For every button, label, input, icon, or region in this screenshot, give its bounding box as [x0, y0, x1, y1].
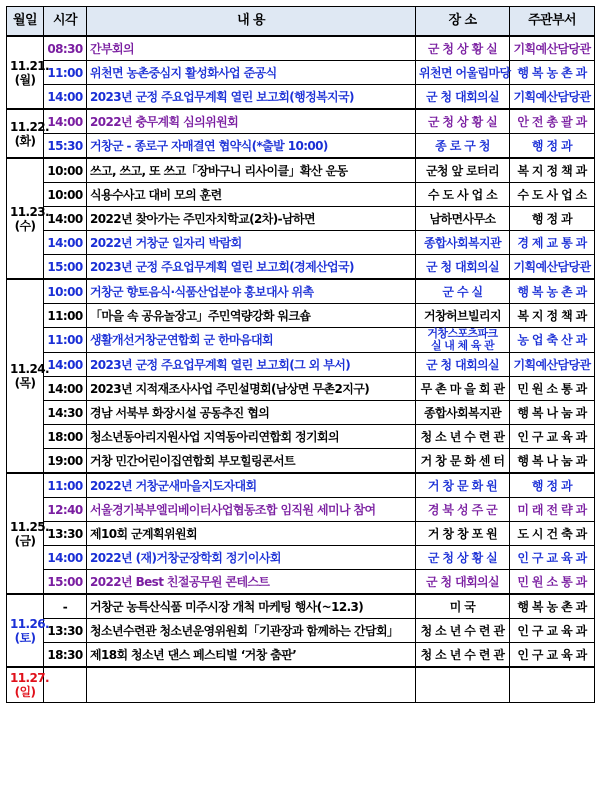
weekday-text: (수): [14, 218, 36, 233]
department-cell: 민 원 소 통 과: [510, 377, 595, 401]
place-cell: 경 북 성 주 군: [416, 498, 510, 522]
department-cell: 농 업 축 산 과: [510, 328, 595, 353]
schedule-row: [7, 36, 595, 61]
time-cell: 13:30: [44, 522, 87, 546]
event-content-cell: 거창군 향토음식·식품산업분야 홍보대사 위촉: [87, 279, 416, 304]
date-text: 11.23.: [10, 204, 49, 219]
schedule-row: [7, 134, 595, 159]
schedule-row: [7, 328, 595, 353]
schedule-row: [7, 667, 595, 703]
weekday-text: (금): [14, 533, 36, 548]
event-content-cell: 청소년수련관 청소년운영위원회「기관장과 함께하는 간담회」: [87, 619, 416, 643]
department-cell: 행 복 농 촌 과: [510, 61, 595, 85]
schedule-row: [7, 425, 595, 449]
event-content-cell: 거창군 - 종로구 자매결연 협약식(*출발 10:00): [87, 134, 416, 159]
department-cell: 미 래 전 략 과: [510, 498, 595, 522]
place-cell: 수 도 사 업 소: [416, 183, 510, 207]
time-cell: 15:00: [44, 255, 87, 280]
schedule-row: [7, 546, 595, 570]
time-cell: 15:00: [44, 570, 87, 595]
place-cell: 군 청 대회의실: [416, 353, 510, 377]
event-content-cell: [87, 667, 416, 703]
event-content-cell: 거창군 농특산식품 미주시장 개척 마케팅 행사(~12.3): [87, 594, 416, 619]
weekday-text: (화): [14, 133, 36, 148]
time-cell: 14:00: [44, 109, 87, 134]
event-content-cell: 2023년 군정 주요업무계획 열린 보고회(그 외 부서): [87, 353, 416, 377]
schedule-row: [7, 643, 595, 668]
weekday-text: (일): [14, 685, 36, 699]
header-place: 장 소: [416, 7, 510, 37]
schedule-row: [7, 109, 595, 134]
place-cell: 군 청 상 황 실: [416, 109, 510, 134]
department-cell: 기획예산담당관: [510, 353, 595, 377]
place-cell: 군 청 상 황 실: [416, 546, 510, 570]
department-cell: 도 시 건 축 과: [510, 522, 595, 546]
event-content-cell: 거창 민간어린이집연합회 부모힐링콘서트: [87, 449, 416, 474]
time-cell: 14:00: [44, 377, 87, 401]
event-content-cell: 제18회 청소년 댄스 페스티벌 ‘거창 춤판’: [87, 643, 416, 668]
weekday-text: (토): [14, 630, 36, 645]
schedule-row: [7, 594, 595, 619]
department-cell: 행 정 과: [510, 473, 595, 498]
schedule-row: [7, 522, 595, 546]
event-content-cell: 위천면 농촌중심지 활성화사업 준공식: [87, 61, 416, 85]
place-cell: 청 소 년 수 련 관: [416, 643, 510, 668]
place-cell: 미 국: [416, 594, 510, 619]
schedule-row: [7, 61, 595, 85]
time-cell: 11:00: [44, 328, 87, 353]
department-cell: 행 복 농 촌 과: [510, 594, 595, 619]
schedule-row: [7, 401, 595, 425]
department-cell: 복 지 정 책 과: [510, 304, 595, 328]
time-cell: [44, 667, 87, 703]
time-cell: 18:30: [44, 643, 87, 668]
place-cell: 무 촌 마 을 회 관: [416, 377, 510, 401]
event-content-cell: 2023년 군정 주요업무계획 열린 보고회(경제산업국): [87, 255, 416, 280]
department-cell: 행 복 농 촌 과: [510, 279, 595, 304]
schedule-row: [7, 231, 595, 255]
place-cell: 군 수 실: [416, 279, 510, 304]
department-cell: [510, 667, 595, 703]
date-text: 11.27.: [10, 671, 49, 685]
place-cell: 군청 앞 로터리: [416, 158, 510, 183]
event-content-cell: 식용수사고 대비 모의 훈련: [87, 183, 416, 207]
time-cell: 11:00: [44, 473, 87, 498]
place-cell: 거 창 창 포 원: [416, 522, 510, 546]
place-cell: 군 청 대회의실: [416, 85, 510, 110]
department-cell: 인 구 교 육 과: [510, 546, 595, 570]
date-cell: [7, 158, 49, 279]
date-cell: [7, 594, 49, 667]
department-cell: 인 구 교 육 과: [510, 643, 595, 668]
header-content: 내 용: [87, 7, 416, 37]
weekday-text: (목): [14, 376, 36, 390]
schedule-table: [6, 6, 595, 703]
event-content-cell: 생활개선거창군연합회 군 한마음대회: [87, 328, 416, 353]
schedule-row: [7, 304, 595, 328]
event-content-cell: 2022년 거창군새마을지도자대회: [87, 473, 416, 498]
department-cell: 수 도 사 업 소: [510, 183, 595, 207]
time-cell: 10:00: [44, 183, 87, 207]
department-cell: 기획예산담당관: [510, 36, 595, 61]
schedule-body: [7, 36, 595, 703]
place-cell: 청 소 년 수 련 관: [416, 425, 510, 449]
event-content-cell: 2022년 거창군 일자리 박람회: [87, 231, 416, 255]
event-content-cell: 청소년동아리지원사업 지역동아리연합회 정기회의: [87, 425, 416, 449]
event-content-cell: 2022년 충무계획 심의위원회: [87, 109, 416, 134]
place-cell: 종 로 구 청: [416, 134, 510, 159]
time-cell: 14:00: [44, 207, 87, 231]
date-text: 11.24.: [10, 362, 49, 376]
event-content-cell: 경남 서북부 화장시설 공동추진 협의: [87, 401, 416, 425]
header-date: 월일: [7, 7, 44, 37]
department-cell: 행 정 과: [510, 207, 595, 231]
place-cell: 남하면사무소: [416, 207, 510, 231]
date-cell: [7, 279, 49, 473]
place-cell: 군 청 대회의실: [416, 570, 510, 595]
department-cell: 행 정 과: [510, 134, 595, 159]
date-text: 11.22.: [10, 119, 49, 134]
time-cell: 11:00: [44, 61, 87, 85]
date-text: 11.21.: [10, 58, 49, 73]
schedule-row: [7, 279, 595, 304]
time-cell: -: [44, 594, 87, 619]
date-text: 11.25.: [10, 519, 49, 534]
event-content-cell: 「마을 속 공유놀장고」주민역량강화 워크숍: [87, 304, 416, 328]
time-cell: 10:00: [44, 279, 87, 304]
department-cell: 경 제 교 통 과: [510, 231, 595, 255]
time-cell: 11:00: [44, 304, 87, 328]
place-cell: 거창스포츠파크 실 내 체 육 관: [416, 328, 510, 353]
event-content-cell: 2022년 찾아가는 주민자치학교(2차)-남하면: [87, 207, 416, 231]
time-cell: 08:30: [44, 36, 87, 61]
date-cell: [7, 667, 49, 703]
place-cell: [416, 667, 510, 703]
time-cell: 18:00: [44, 425, 87, 449]
place-cell: 종합사회복지관: [416, 401, 510, 425]
schedule-row: [7, 449, 595, 474]
place-cell: 위천면 어울림마당: [416, 61, 510, 85]
date-cell: [7, 109, 49, 158]
department-cell: 민 원 소 통 과: [510, 570, 595, 595]
time-cell: 19:00: [44, 449, 87, 474]
time-cell: 12:40: [44, 498, 87, 522]
schedule-row: [7, 207, 595, 231]
place-cell: 거창허브빌리지: [416, 304, 510, 328]
department-cell: 안 전 총 괄 과: [510, 109, 595, 134]
place-cell: 군 청 상 황 실: [416, 36, 510, 61]
schedule-row: [7, 158, 595, 183]
time-cell: 14:00: [44, 231, 87, 255]
place-cell: 군 청 대회의실: [416, 255, 510, 280]
schedule-row: [7, 255, 595, 280]
place-cell: 종합사회복지관: [416, 231, 510, 255]
place-cell: 거 창 문 화 원: [416, 473, 510, 498]
header-time: 시각: [44, 7, 87, 37]
department-cell: 기획예산담당관: [510, 85, 595, 110]
schedule-row: [7, 498, 595, 522]
department-cell: 기획예산담당관: [510, 255, 595, 280]
department-cell: 행 복 나 눔 과: [510, 401, 595, 425]
time-cell: 14:30: [44, 401, 87, 425]
schedule-row: [7, 183, 595, 207]
date-cell: [7, 36, 49, 109]
date-cell: [7, 473, 49, 594]
time-cell: 14:00: [44, 546, 87, 570]
time-cell: 15:30: [44, 134, 87, 159]
event-content-cell: 2023년 지적재조사사업 주민설명회(남상면 무촌2지구): [87, 377, 416, 401]
event-content-cell: 2023년 군정 주요업무계획 열린 보고회(행정복지국): [87, 85, 416, 110]
event-content-cell: 2022년 (재)거창군장학회 정기이사회: [87, 546, 416, 570]
time-cell: 10:00: [44, 158, 87, 183]
event-content-cell: 2022년 Best 친절공무원 콘테스트: [87, 570, 416, 595]
schedule-row: [7, 85, 595, 110]
weekday-text: (월): [14, 72, 36, 87]
schedule-row: [7, 619, 595, 643]
schedule-row: [7, 377, 595, 401]
date-text: 11.26.: [10, 616, 49, 631]
time-cell: 13:30: [44, 619, 87, 643]
department-cell: 인 구 교 육 과: [510, 425, 595, 449]
department-cell: 복 지 정 책 과: [510, 158, 595, 183]
time-cell: 14:00: [44, 353, 87, 377]
time-cell: 14:00: [44, 85, 87, 110]
place-cell: 청 소 년 수 련 관: [416, 619, 510, 643]
event-content-cell: 서울경기북부엘리베이터사업협동조합 임직원 세미나 참여: [87, 498, 416, 522]
department-cell: 인 구 교 육 과: [510, 619, 595, 643]
schedule-row: [7, 473, 595, 498]
event-content-cell: 간부회의: [87, 36, 416, 61]
header-row: [7, 7, 595, 37]
schedule-row: [7, 570, 595, 595]
event-content-cell: 제10회 군계획위원회: [87, 522, 416, 546]
place-cell: 거 창 문 화 센 터: [416, 449, 510, 474]
header-dept: 주관부서: [510, 7, 595, 37]
schedule-row: [7, 353, 595, 377]
event-content-cell: 쓰고, 쓰고, 또 쓰고「장바구니 리사이클」확산 운동: [87, 158, 416, 183]
department-cell: 행 복 나 눔 과: [510, 449, 595, 474]
